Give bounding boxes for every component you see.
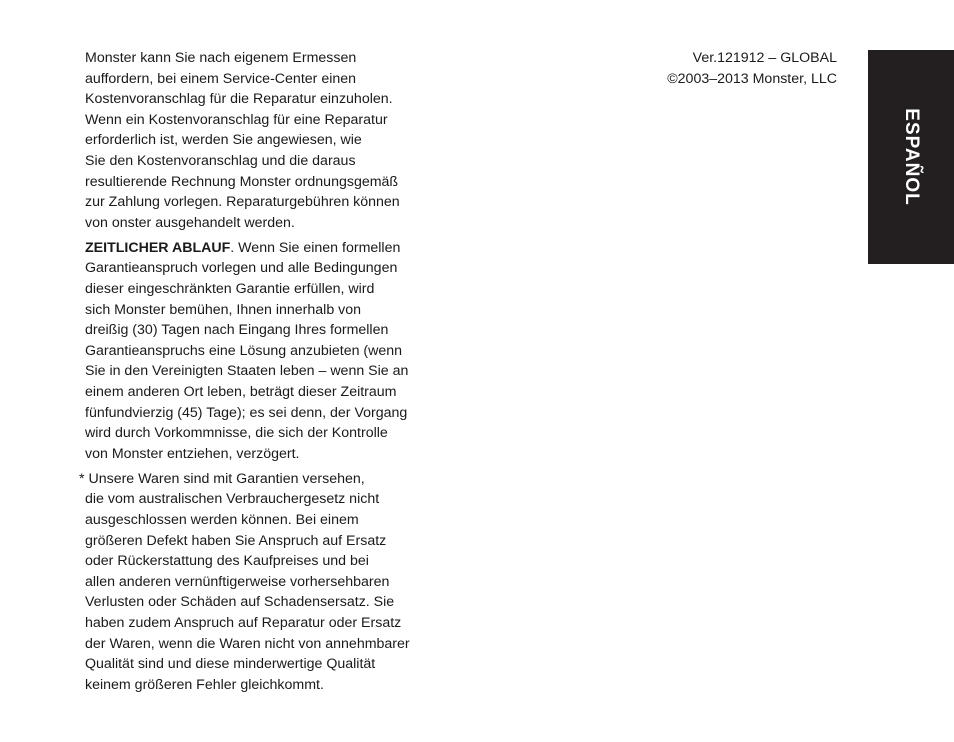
text-line: ausgeschlossen werden können. Bei einem xyxy=(85,512,359,529)
text-line: der Waren, wenn die Waren nicht von annehmbarer xyxy=(85,635,410,652)
body-column xyxy=(79,48,455,700)
language-tab xyxy=(868,50,954,264)
text-line: Verlusten oder Schäden auf Schadensersatz. Sie xyxy=(85,594,395,611)
text-line: oder Rückerstattung des Kaufpreises und bei xyxy=(85,553,369,570)
text-line: Wenn ein Kostenvoranschlag für eine Reparatur xyxy=(85,111,388,128)
text-line: sich Monster bemühen, Ihnen innerhalb von xyxy=(85,301,362,318)
text-line: allen anderen vernünftigerweise vorhersehbaren xyxy=(85,573,390,590)
text-line: die vom australischen Verbrauchergesetz nicht xyxy=(85,491,380,508)
text-line: haben zudem Anspruch auf Reparatur oder Ersatz xyxy=(85,615,402,632)
text-line: wird durch Vorkommnisse, die sich der Kontrolle xyxy=(85,425,388,442)
text-line: Qualität sind und diese minderwertige Qualität xyxy=(85,656,376,673)
text-line: keinem größeren Fehler gleichkommt. xyxy=(85,676,324,693)
text-line: einem anderen Ort leben, beträgt dieser Zeitraum xyxy=(85,384,397,400)
text-line: dreißig (30) Tagen nach Eingang Ihres formellen xyxy=(85,322,389,339)
text-fragment: . Wenn Sie einen formellen xyxy=(230,239,401,256)
text-line: zur Zahlung vorlegen. Reparaturgebühren können xyxy=(85,194,400,211)
footnote-australia xyxy=(79,469,455,696)
paragraph-timeline xyxy=(85,238,455,465)
text-line: größeren Defekt haben Sie Anspruch auf Ersatz xyxy=(85,532,387,549)
section-heading: ZEITLICHER ABLAUF xyxy=(85,239,231,256)
text-line: resultierende Rechnung Monster ordnungsgemäß xyxy=(85,173,399,190)
paragraph-estimate xyxy=(85,48,455,233)
text-line xyxy=(85,238,455,259)
text-line: * Unsere Waren sind mit Garantien versehen, xyxy=(79,470,365,487)
text-line: auffordern, bei einem Service-Center einen xyxy=(85,70,357,87)
text-line: Sie in den Vereinigten Staaten leben – wenn Sie an xyxy=(85,363,409,380)
text-line: von Monster entziehen, verzögert. xyxy=(85,445,300,462)
text-line: Garantieanspruch vorlegen und alle Bedingungen xyxy=(85,260,398,277)
text-line: fünfundvierzig (45) Tage); es sei denn, der Vorgang xyxy=(85,404,408,421)
language-tab-label: ESPAÑOL xyxy=(901,108,922,206)
text-line: Sie den Kostenvoranschlag und die daraus xyxy=(85,152,356,169)
text-line: von onster ausgehandelt werden. xyxy=(85,214,295,231)
text-line: Kostenvoranschlag für die Reparatur einzuholen. xyxy=(85,91,393,108)
text-line: dieser eingeschränkten Garantie erfüllen, wird xyxy=(85,281,375,298)
copyright-label: ©2003–2013 Monster, LLC xyxy=(667,70,837,87)
text-line: erforderlich ist, werden Sie angewiesen, wie xyxy=(85,132,362,149)
text-line: Monster kann Sie nach eigenem Ermessen xyxy=(85,50,357,66)
version-label: Ver.121912 – GLOBAL xyxy=(692,50,837,66)
version-info xyxy=(667,48,837,89)
text-line: Garantieanspruchs eine Lösung anzubieten (wenn xyxy=(85,342,403,359)
